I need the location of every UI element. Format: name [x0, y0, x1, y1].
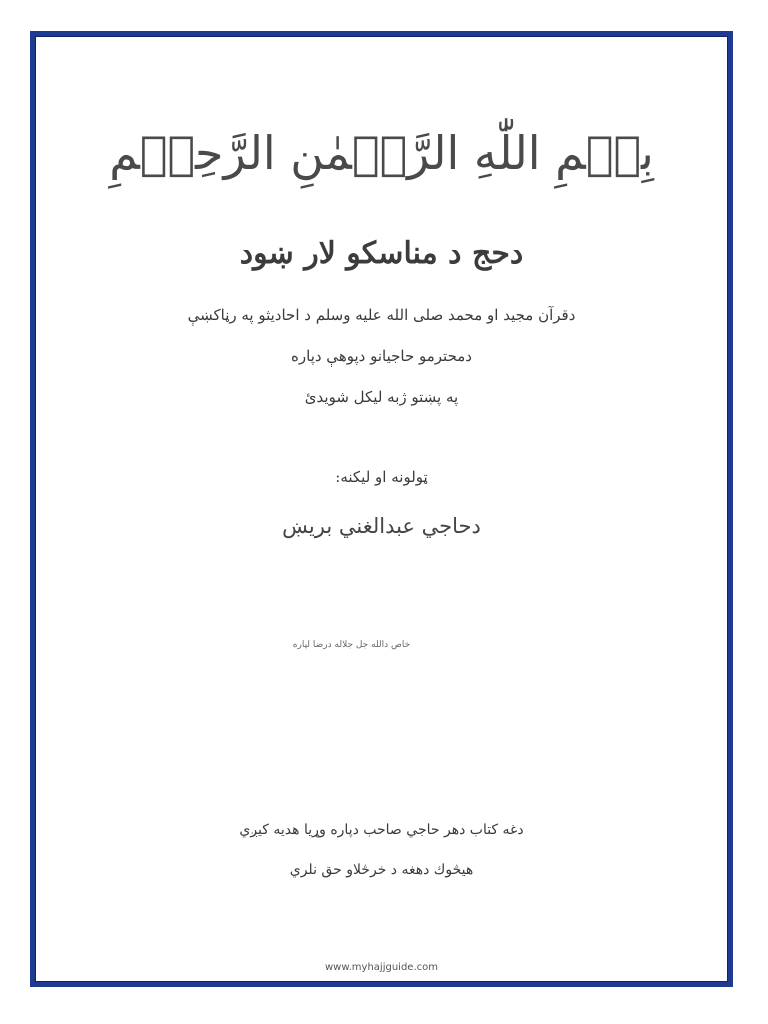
subtitle-line-2: دمحترمو حاجيانو دپوهې دپاره: [291, 347, 472, 365]
subtitle-line-3: په پښتو ژبه ليكل شويدئ: [304, 388, 459, 406]
free-distribution-note: دغه كتاب دهر حاجي صاحب دپاره وړيا هديه كيږي: [239, 822, 524, 838]
no-sale-note: هيڅوك دهغه د خرڅلاو حق نلري: [289, 862, 474, 878]
author-label: ټولونه او ليكنه:: [335, 468, 428, 486]
basmala-heading: بِسۡمِ اللّٰهِ الرَّحۡمٰنِ الرَّحِيۡمِ: [109, 126, 654, 180]
document-page: [30, 31, 733, 987]
dedication-text: خاص دالله جل جلاله درضا لپاره: [292, 640, 411, 650]
subtitle-line-1: دقرآن مجيد او محمد صلى الله عليه وسلم د احاديثو په رڼاكښې: [187, 306, 576, 324]
author-name: دحاجي عبدالغني بريښ: [282, 514, 481, 538]
page-title: دحج د مناسكو لار ښود: [239, 236, 524, 271]
website-link[interactable]: www.myhajjguide.com: [325, 962, 438, 973]
